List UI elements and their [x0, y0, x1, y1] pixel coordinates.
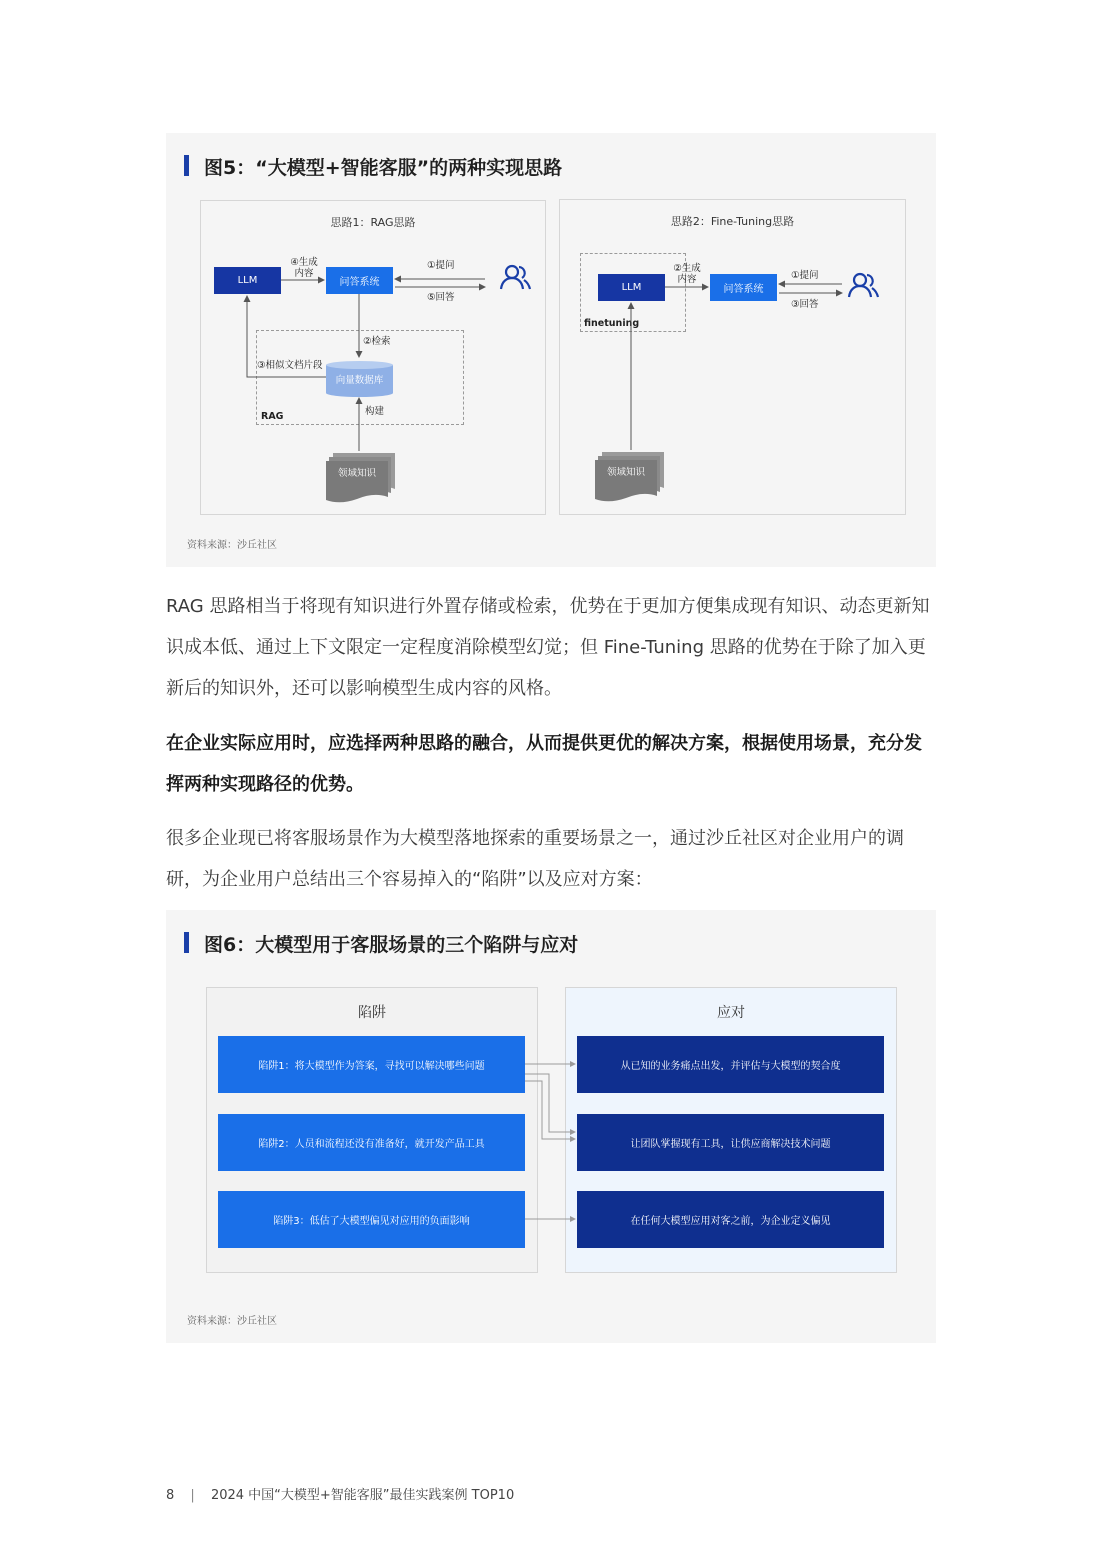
- response-2: 让团队掌握现有工具，让供应商解决技术问题: [577, 1114, 884, 1171]
- paragraph-traps-intro: 很多企业现已将客服场景作为大模型落地探索的重要场景之一，通过沙丘社区对企业用户的调研，为企业用户总结出三个容易掉入的“陷阱”以及应对方案：: [166, 828, 904, 890]
- footer-separator: |: [190, 1488, 195, 1503]
- rag-step3-label: ③相似文档片段: [257, 360, 323, 371]
- paragraph-rag-vs-finetuning: RAG 思路相当于将现有知识进行外置存储或检索，优势在于更加方便集成现有知识、动态更新知识成本低、通过上下文限定一定程度消除模型幻觉；但 Fine-Tuning 思路的优势在于除了加入更新后的知识外，还可以影响模型生成内容的风格。: [166, 596, 930, 699]
- page-footer: [166, 1484, 514, 1503]
- rag-step2-label: ②检索: [363, 336, 391, 347]
- figure-6: [166, 910, 936, 1343]
- ft-step3-label: ③回答: [791, 299, 819, 310]
- rag-region-label: RAG: [261, 411, 284, 422]
- page-number: 8: [166, 1488, 175, 1503]
- trap-2: 陷阱2：人员和流程还没有准备好，就开发产品工具: [218, 1114, 525, 1171]
- rag-pane-title: 思路1：RAG思路: [330, 216, 416, 229]
- trap-response-connectors: [166, 910, 936, 1343]
- finetuning-pane-title: 思路2：Fine-Tuning思路: [670, 215, 795, 228]
- figure-5-title: 图5：“大模型+智能客服”的两种实现思路: [184, 153, 562, 180]
- rag-build-label: 构建: [365, 406, 385, 417]
- rag-pane: [200, 200, 546, 515]
- rag-llm-box: LLM: [214, 267, 281, 294]
- ft-llm-box: LLM: [598, 274, 665, 301]
- response-1: 从已知的业务痛点出发，并评估与大模型的契合度: [577, 1036, 884, 1093]
- figure-6-source: 资料来源：沙丘社区: [187, 1316, 277, 1327]
- figure-5-source: 资料来源：沙丘社区: [187, 540, 277, 551]
- rag-step4-label: ④生成 内容: [290, 257, 318, 279]
- traps-column-title: 陷阱: [358, 1005, 386, 1021]
- title-accent-bar: [184, 155, 189, 176]
- ft-step1-label: ①提问: [791, 270, 819, 281]
- ft-domain-knowledge-label: 领域知识: [606, 467, 645, 478]
- users-icon: [501, 266, 530, 289]
- rag-vector-db-label: 向量数据库: [335, 375, 384, 386]
- trap-1: 陷阱1：将大模型作为答案，寻找可以解决哪些问题: [218, 1036, 525, 1093]
- ft-step2-label: ②生成 内容: [673, 263, 701, 285]
- response-3: 在任何大模型应用对客之前，为企业定义偏见: [577, 1191, 884, 1248]
- footer-doc-title: 2024 中国“大模型+智能客服”最佳实践案例 TOP10: [210, 1488, 515, 1503]
- paragraph-recommendation: 在企业实际应用时，应选择两种思路的融合，从而提供更优的解决方案，根据使用场景，充分发挥两种实现路径的优势。: [166, 733, 922, 795]
- figure-5: [166, 133, 936, 567]
- ft-qa-system-box: 问答系统: [710, 274, 777, 301]
- rag-step1-label: ①提问: [427, 260, 455, 271]
- figure-6-title: 图6：大模型用于客服场景的三个陷阱与应对: [184, 930, 578, 957]
- responses-column-title: 应对: [717, 1005, 745, 1021]
- rag-step5-label: ⑤回答: [427, 292, 455, 303]
- users-icon: [849, 274, 878, 297]
- ft-finetuning-label: finetuning: [584, 318, 640, 329]
- finetuning-pane: [559, 199, 906, 515]
- trap-3: 陷阱3：低估了大模型偏见对应用的负面影响: [218, 1191, 525, 1248]
- rag-domain-knowledge-label: 领域知识: [337, 468, 376, 479]
- rag-qa-system-box: 问答系统: [326, 267, 393, 294]
